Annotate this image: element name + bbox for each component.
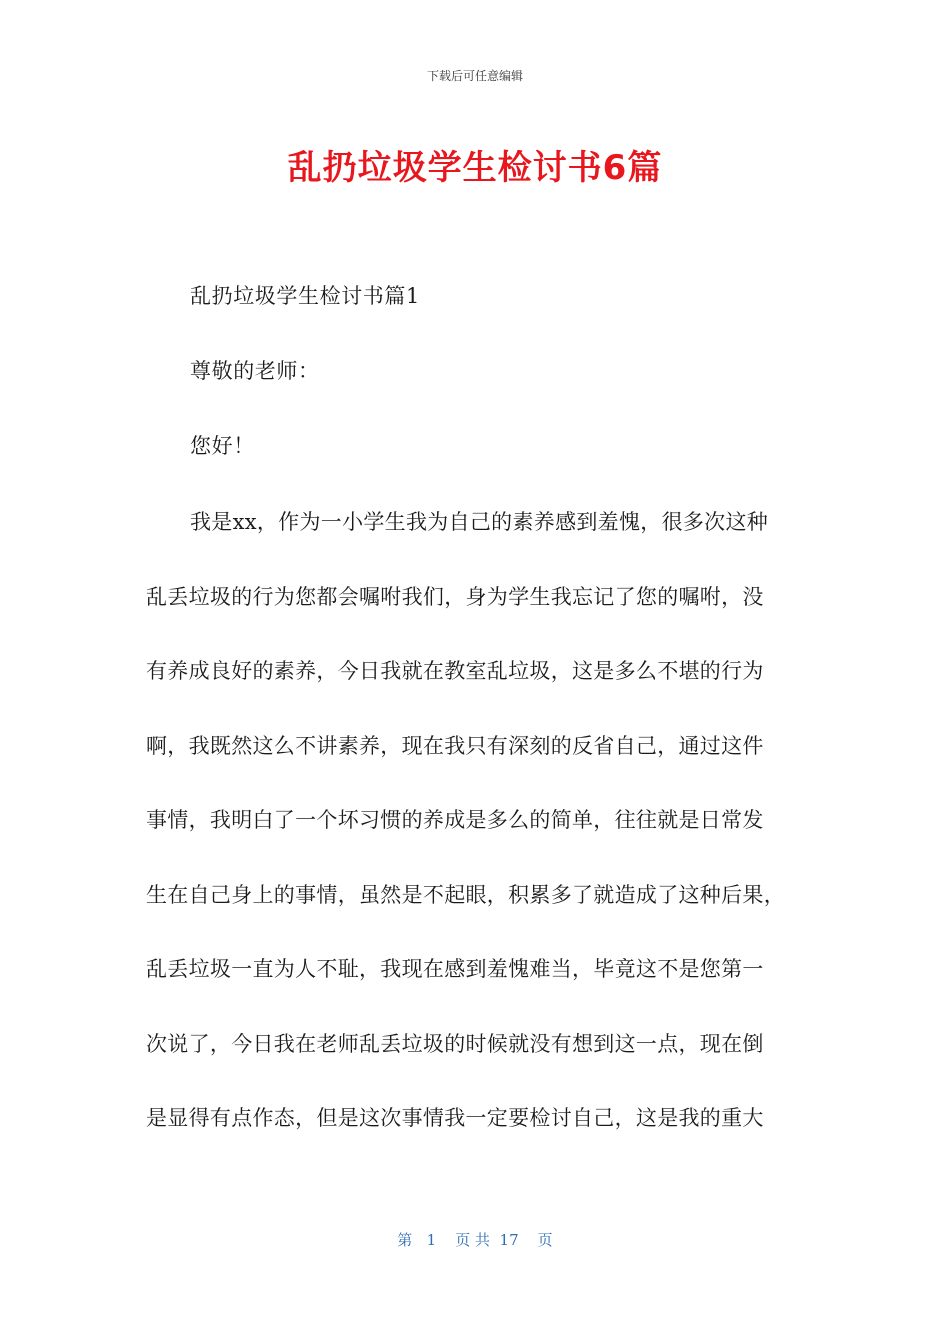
body-line: 生在自己身上的事情，虽然是不起眼，积累多了就造成了这种后果， bbox=[146, 882, 785, 907]
section-heading: 乱扔垃圾学生检讨书篇1 bbox=[190, 284, 420, 308]
body-line: 次说了，今日我在老师乱丢垃圾的时候就没有想到这一点，现在倒 bbox=[146, 1031, 764, 1056]
salutation: 尊敬的老师： bbox=[190, 359, 320, 383]
body-line: 乱丢垃圾一直为人不耻，我现在感到羞愧难当，毕竟这不是您第一 bbox=[146, 957, 764, 981]
document-intro bbox=[146, 277, 806, 502]
header-note: 下载后可任意编辑 bbox=[426, 69, 523, 83]
body-line: 事情，我明白了一个坏习惯的养成是多么的简单，往往就是日常发 bbox=[146, 808, 764, 832]
body-line: 乱丢垃圾的行为您都会嘱咐我们，身为学生我忘记了您的嘱咐，没 bbox=[146, 584, 764, 609]
body-line: 啊，我既然这么不讲素养，现在我只有深刻的反省自己，通过这件 bbox=[146, 733, 764, 758]
body-line: 是显得有点作态，但是这次事情我一定要检讨自己，这是我的重大 bbox=[146, 1106, 764, 1130]
greeting: 您好！ bbox=[190, 434, 255, 458]
document-title: 乱扔垃圾学生检讨书6篇 bbox=[287, 148, 663, 188]
body-line: 我是xx，作为一小学生我为自己的素养感到羞愧，很多次这种 bbox=[190, 510, 769, 534]
body-line: 有养成良好的素养，今日我就在教室乱垃圾，这是多么不堪的行为 bbox=[146, 659, 764, 683]
body-paragraph bbox=[146, 498, 808, 1169]
page-footer: 第 1 页 共 17 页 bbox=[397, 1231, 553, 1249]
